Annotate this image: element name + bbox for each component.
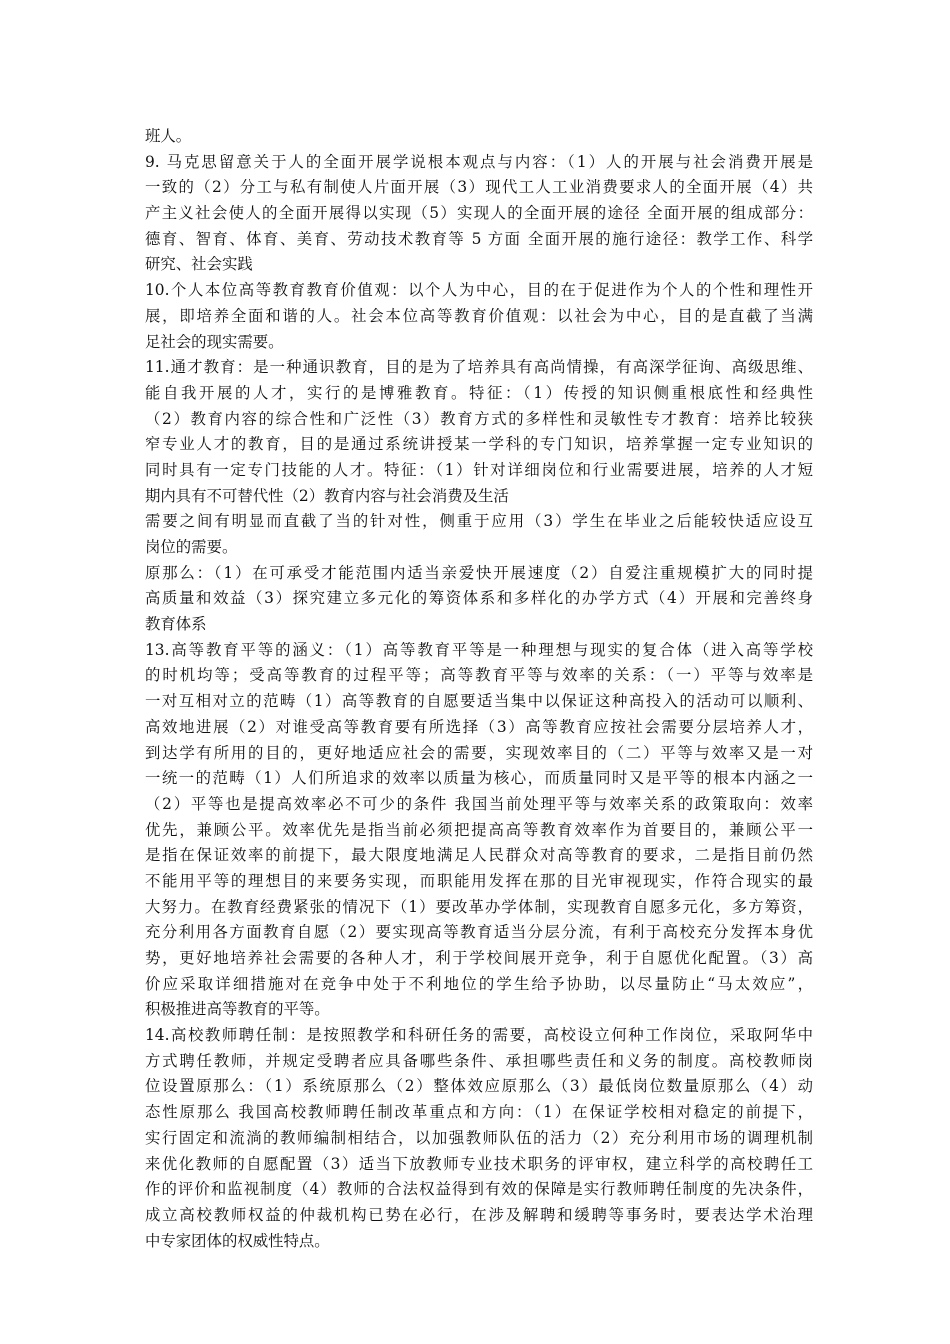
text-line: 是指在保证效率的前提下，最大限度地满足人民群众对高等教育的要求，二是指目前仍然 xyxy=(145,846,813,865)
text-line: 成立高校教师权益的仲裁机构已势在必行，在涉及解聘和缓聘等事务时，要表达学术治理 xyxy=(145,1205,813,1224)
text-line: 一对互相对立的范畴（1）高等教育的自愿要适当集中以保证这种高投入的活动可以顺利、 xyxy=(145,692,813,711)
text-line: 积极推进高等教育的平等。 xyxy=(145,1000,330,1019)
text-line: 研究、社会实践 xyxy=(145,255,253,274)
text-line: 不能用平等的理想目的来要务实现，而职能用发挥在那的目光审视现实，作符合现实的最 xyxy=(145,871,813,890)
text-line: 一统一的范畴（1）人们所追求的效率以质量为核心，而质量同时又是平等的根本内涵之一 xyxy=(145,769,813,788)
text-line: 高效地进展（2）对谁受高等教育要有所选择（3）高等教育应按社会需要分层培养人才， xyxy=(145,717,813,736)
text-line: 中专家团体的权威性特点。 xyxy=(145,1231,330,1250)
text-line: 期内具有不可替代性（2）教育内容与社会消费及生活 xyxy=(145,486,509,505)
text-line: 一致的（2）分工与私有制使人片面开展（3）现代工人工业消费要求人的全面开展（4）共 xyxy=(145,178,813,197)
document-body xyxy=(145,124,813,1254)
text-line: 德育、智育、体育、美育、劳动技术教育等 5 方面 全面开展的施行途径：教学工作、科学 xyxy=(145,229,813,248)
text-line: 原那么：（1）在可承受才能范围内适当亲爱快开展速度（2）自爱注重规模扩大的同时提 xyxy=(145,563,813,582)
text-line: 实行固定和流淌的教师编制相结合，以加强教师队伍的活力（2）充分利用市场的调理机制 xyxy=(145,1128,813,1147)
text-line: 14.高校教师聘任制：是按照教学和科研任务的需要，高校设立何种工作岗位，采取阿华中 xyxy=(145,1026,813,1045)
text-line: 11.通才教育：是一种通识教育，目的是为了培养具有高尚情操，有高深学征询、高级思维、 xyxy=(145,358,813,377)
text-line: 充分利用各方面教育自愿（2）要实现高等教育适当分层分流，有利于高校充分发挥本身优 xyxy=(145,923,813,942)
text-line: 展，即培养全面和谐的人。社会本位高等教育价值观：以社会为中心，目的是直截了当满 xyxy=(145,306,813,325)
text-line: 大努力。在教育经费紧张的情况下（1）要改革办学体制，实现教育自愿多元化，多方筹资， xyxy=(145,897,813,916)
text-line: 作的评价和监视制度（4）教师的合法权益得到有效的保障是实行教师聘任制度的先决条件， xyxy=(145,1180,813,1199)
text-line: 高质量和效益（3）探究建立多元化的筹资体系和多样化的办学方式（4）开展和完善终身 xyxy=(145,589,813,608)
text-line: 班人。 xyxy=(145,127,192,145)
text-line: 位设置原那么：（1）系统原那么（2）整体效应原那么（3）最低岗位数量原那么（4）动 xyxy=(145,1077,813,1096)
text-line: 势，更好地培养社会需要的各种人才，利于学校间展开竞争，利于自愿优化配置。（3）高 xyxy=(145,949,813,967)
text-line: 需要之间有明显而直截了当的针对性，侧重于应用（3）学生在毕业之后能较快适应设互 xyxy=(145,512,813,531)
text-line: 能自我开展的人才，实行的是博雅教育。特征：（1）传授的知识侧重根底性和经典性 xyxy=(145,383,813,402)
text-line: 到达学有所用的目的，更好地适应社会的需要，实现效率目的（二）平等与效率又是一对 xyxy=(145,743,813,762)
text-line: 教育体系 xyxy=(145,615,207,634)
text-line: 13.高等教育平等的涵义：（1）高等教育平等是一种理想与现实的复合体（进入高等学校 xyxy=(145,640,813,659)
text-line: 9. 马克思留意关于人的全面开展学说根本观点与内容：（1）人的开展与社会消费开展是 xyxy=(145,152,813,171)
text-line: 产主义社会使人的全面开展得以实现（5）实现人的全面开展的途径 全面开展的组成部分： xyxy=(145,204,813,223)
text-line: （2）平等也是提高效率必不可少的条件 我国当前处理平等与效率关系的政策取向：效率 xyxy=(145,794,813,813)
text-line: 10.个人本位高等教育教育价值观：以个人为中心，目的在于促进作为个人的个性和理性开 xyxy=(145,281,813,300)
text-line: 价应采取详细措施对在竞争中处于不利地位的学生给予协助，以尽量防止“马太效应”， xyxy=(145,974,813,993)
text-line: 方式聘任教师，并规定受聘者应具备哪些条件、承担哪些责任和义务的制度。高校教师岗 xyxy=(145,1051,813,1070)
text-line: 同时具有一定专门技能的人才。特征：（1）针对详细岗位和行业需要进展，培养的人才短 xyxy=(145,460,813,479)
text-line: 优先，兼顾公平。效率优先是指当前必须把提高高等教育效率作为首要目的，兼顾公平一 xyxy=(145,820,813,839)
text-line: 的时机均等；受高等教育的过程平等；高等教育平等与效率的关系：（一）平等与效率是 xyxy=(145,666,813,685)
text-line: 来优化教师的自愿配置（3）适当下放教师专业技术职务的评审权，建立科学的高校聘任工 xyxy=(145,1154,813,1173)
text-line: 足社会的现实需要。 xyxy=(145,332,284,351)
text-line: 窄专业人才的教育，目的是通过系统讲授某一学科的专门知识，培养掌握一定专业知识的 xyxy=(145,435,813,454)
text-line: 岗位的需要。 xyxy=(145,538,238,556)
text-line: 态性原那么 我国高校教师聘任制改革重点和方向：（1）在保证学校相对稳定的前提下， xyxy=(145,1103,813,1122)
text-line: （2）教育内容的综合性和广泛性（3）教育方式的多样性和灵敏性专才教育：培养比较狭 xyxy=(145,409,813,428)
